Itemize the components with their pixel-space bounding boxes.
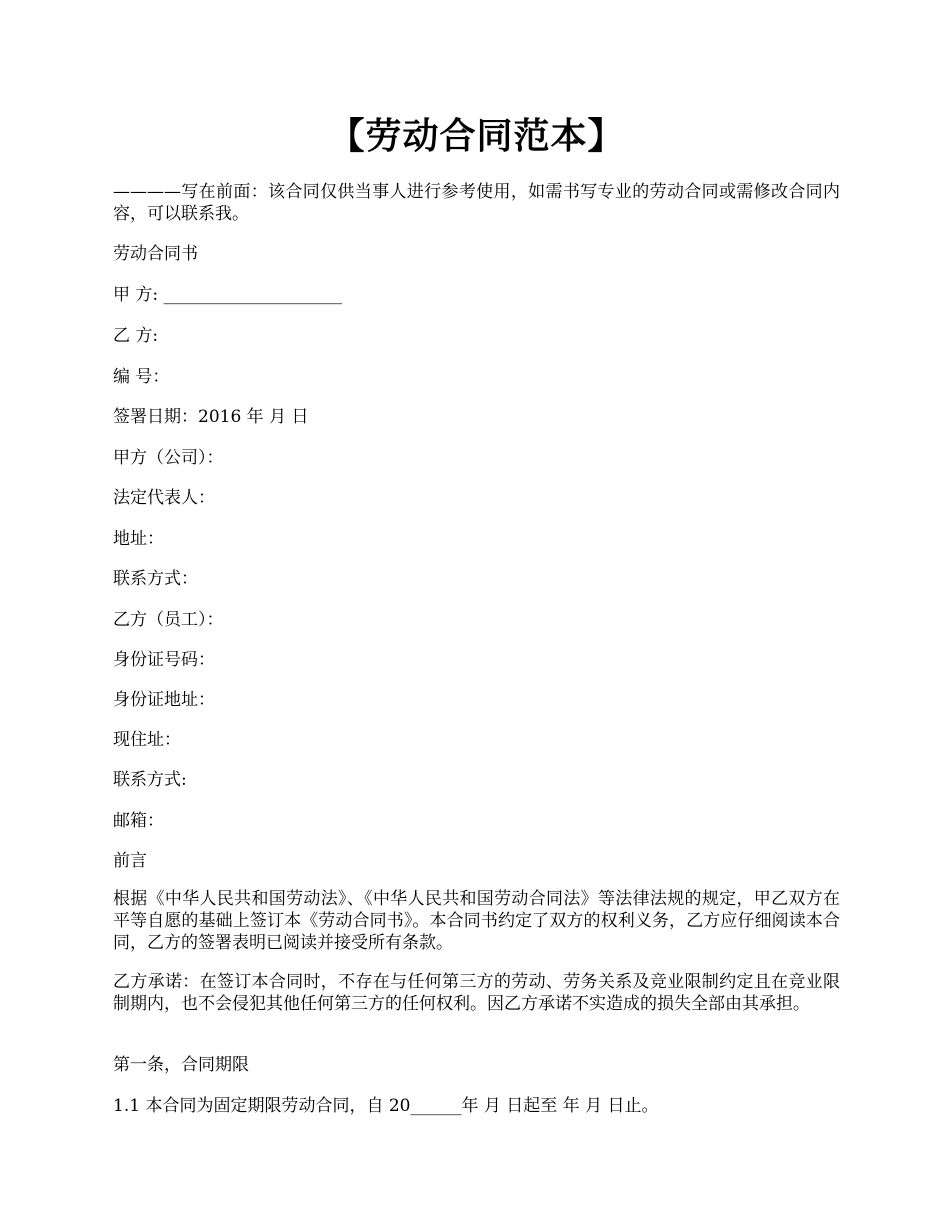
current-address-label: 现住址： [113,730,181,750]
preface-paragraph: ————写在前面：该合同仅供当事人进行参考使用，如需书写专业的劳动合同或需修改合同内容，可以联系我。 [113,182,840,224]
legal-representative-label: 法定代表人： [113,488,215,508]
employee-promise-paragraph: 乙方承诺：在签订本合同时，不存在与任何第三方的劳动、劳务关系及竞业限制约定且在竞业限制期内，也不会侵犯其他任何第三方的任何权利。因乙方承诺不实造成的损失全部由其承担。 [113,972,840,1014]
id-number-label: 身份证号码： [113,650,215,670]
employer-label: 甲方（公司）： [113,448,224,468]
address-label: 地址： [113,529,164,549]
document-title: 【劳动合同范本】 [328,115,625,157]
employer-contact-label: 联系方式： [113,569,198,589]
id-address-label: 身份证地址： [113,690,215,710]
party-b-line: 乙 方: [113,326,159,346]
foreword-heading: 前言 [113,851,147,871]
contract-number-line: 编 号： [113,367,170,387]
employee-label: 乙方（员工）： [113,610,224,630]
clause-1-1: 1.1 本合同为固定期限劳动合同，自 20______年 月 日起至 年 月 日止。 [113,1096,659,1116]
party-a-line: 甲 方: _____________________ [113,285,343,305]
email-label: 邮箱： [113,811,164,831]
foreword-paragraph: 根据《中华人民共和国劳动法》、《中华人民共和国劳动合同法》等法律法规的规定，甲乙双方在平等自愿的基础上签订本《劳动合同书》。本合同书约定了双方的权利义务，乙方应仔细阅读本合同，乙方的签署表明已阅读并接受所有条款。 [113,889,840,953]
employee-contact-label: 联系方式: [113,770,187,790]
contract-heading: 劳动合同书 [113,244,198,264]
sign-date-line: 签署日期：2016 年 月 日 [113,407,309,427]
article-1-heading: 第一条，合同期限 [113,1055,249,1075]
